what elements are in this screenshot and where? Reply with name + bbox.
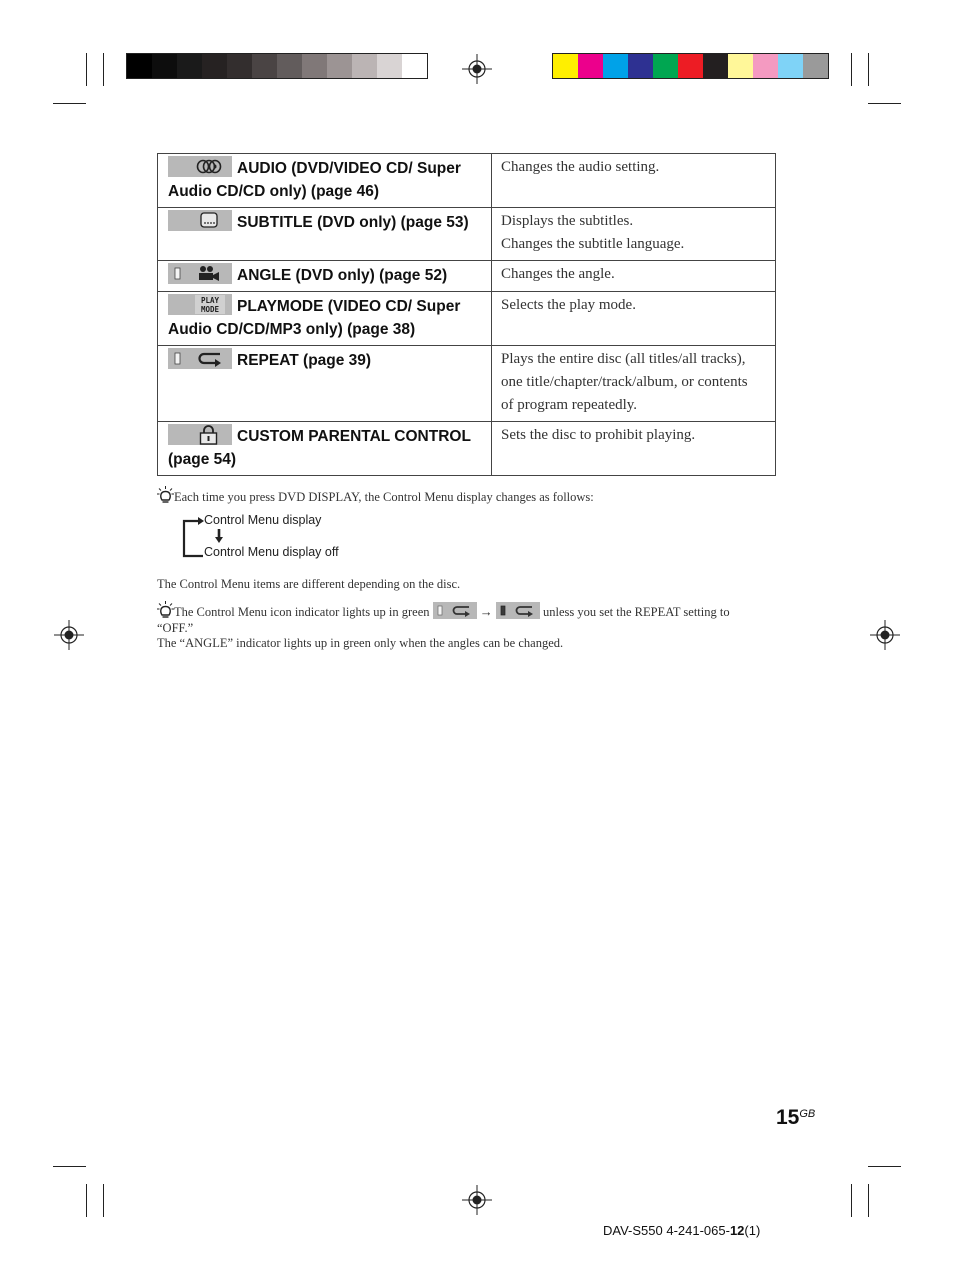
color-calibration-bar bbox=[552, 53, 829, 79]
grayscale-calibration-bar bbox=[126, 53, 428, 79]
svg-text:MODE: MODE bbox=[200, 305, 220, 314]
grayscale-swatch bbox=[402, 54, 427, 78]
document-code-revision: 12 bbox=[729, 1223, 745, 1238]
registration-mark-icon bbox=[870, 620, 900, 650]
angle-icon bbox=[168, 263, 232, 284]
tip-indicator bbox=[157, 601, 797, 636]
grayscale-swatch bbox=[127, 54, 152, 78]
menu-item-label: PLAYMODE (VIDEO CD/ Super Audio CD/CD/MP3 only) (page 38) bbox=[168, 298, 461, 338]
menu-item-desc: Displays the subtitles. bbox=[501, 213, 634, 229]
menu-item-desc: one title/chapter/track/album, or contents bbox=[501, 374, 748, 390]
cycle-step-display: Control Menu display bbox=[204, 513, 322, 527]
grayscale-swatch bbox=[302, 54, 327, 78]
repeat-indicator-on-icon bbox=[496, 602, 540, 619]
grayscale-swatch bbox=[277, 54, 302, 78]
tip-text-after: unless you set the REPEAT setting to bbox=[543, 605, 730, 619]
hint-lightbulb-icon bbox=[157, 601, 174, 619]
note-menu-items: The Control Menu items are different depending on the disc. bbox=[157, 577, 461, 591]
control-menu-table bbox=[157, 153, 776, 476]
repeat-indicator-off-icon bbox=[433, 602, 477, 619]
table-row bbox=[158, 422, 776, 476]
color-swatch bbox=[628, 54, 653, 78]
page-number bbox=[776, 1106, 815, 1130]
menu-item-desc: Changes the angle. bbox=[501, 266, 615, 282]
registration-mark-icon bbox=[462, 1185, 492, 1215]
menu-item-desc: Sets the disc to prohibit playing. bbox=[501, 427, 696, 443]
table-row bbox=[158, 292, 776, 346]
note-angle-indicator: The “ANGLE” indicator lights up in green only when the angles can be changed. bbox=[157, 636, 564, 650]
subtitle-icon bbox=[168, 210, 232, 231]
color-swatch bbox=[728, 54, 753, 78]
tip-display-cycle bbox=[157, 486, 594, 505]
menu-item-label: SUBTITLE (DVD only) (page 53) bbox=[237, 214, 469, 231]
registration-mark-icon bbox=[462, 54, 492, 84]
color-swatch bbox=[753, 54, 778, 78]
grayscale-swatch bbox=[352, 54, 377, 78]
grayscale-swatch bbox=[177, 54, 202, 78]
cycle-step-display-off: Control Menu display off bbox=[204, 545, 339, 559]
table-row bbox=[158, 261, 776, 292]
repeat-icon bbox=[168, 348, 232, 369]
page-number-value: 15 bbox=[776, 1106, 800, 1129]
document-code-suffix: (1) bbox=[744, 1223, 761, 1238]
grayscale-swatch bbox=[252, 54, 277, 78]
grayscale-swatch bbox=[202, 54, 227, 78]
table-row bbox=[158, 208, 776, 261]
document-code bbox=[603, 1223, 760, 1238]
registration-mark-icon bbox=[54, 620, 84, 650]
menu-item-label: AUDIO (DVD/VIDEO CD/ Super Audio CD/CD only) (page 46) bbox=[168, 160, 461, 200]
tip-text: Each time you press DVD DISPLAY, the Control Menu display changes as follows: bbox=[174, 490, 594, 504]
color-swatch bbox=[553, 54, 578, 78]
grayscale-swatch bbox=[377, 54, 402, 78]
playmode-icon bbox=[168, 294, 232, 315]
table-row bbox=[158, 154, 776, 208]
tip-text-off: “OFF.” bbox=[157, 621, 194, 635]
color-swatch bbox=[678, 54, 703, 78]
grayscale-swatch bbox=[327, 54, 352, 78]
color-swatch bbox=[778, 54, 803, 78]
audio-icon bbox=[168, 156, 232, 177]
menu-item-label: REPEAT (page 39) bbox=[237, 352, 372, 369]
page-number-suffix: GB bbox=[799, 1108, 816, 1120]
menu-item-desc: Changes the audio setting. bbox=[501, 159, 660, 175]
color-swatch bbox=[578, 54, 603, 78]
color-swatch bbox=[703, 54, 728, 78]
hint-lightbulb-icon bbox=[157, 486, 174, 504]
color-swatch bbox=[603, 54, 628, 78]
table-row bbox=[158, 346, 776, 422]
tip-text: The Control Menu icon indicator lights up in green bbox=[174, 605, 430, 619]
menu-item-desc: Changes the subtitle language. bbox=[501, 236, 685, 252]
document-code-prefix: DAV-S550 4-241-065- bbox=[603, 1223, 730, 1238]
grayscale-swatch bbox=[227, 54, 252, 78]
color-swatch bbox=[653, 54, 678, 78]
menu-item-desc: of program repeatedly. bbox=[501, 397, 638, 413]
menu-item-label: CUSTOM PARENTAL CONTROL (page 54) bbox=[168, 428, 471, 468]
color-swatch bbox=[803, 54, 828, 78]
menu-item-label: ANGLE (DVD only) (page 52) bbox=[237, 267, 448, 284]
lock-icon bbox=[168, 424, 232, 445]
grayscale-swatch bbox=[152, 54, 177, 78]
menu-item-desc: Selects the play mode. bbox=[501, 297, 636, 313]
svg-text:PLAY: PLAY bbox=[200, 296, 220, 305]
menu-item-desc: Plays the entire disc (all titles/all tracks), bbox=[501, 351, 746, 367]
arrow-right-icon: → bbox=[479, 604, 493, 619]
